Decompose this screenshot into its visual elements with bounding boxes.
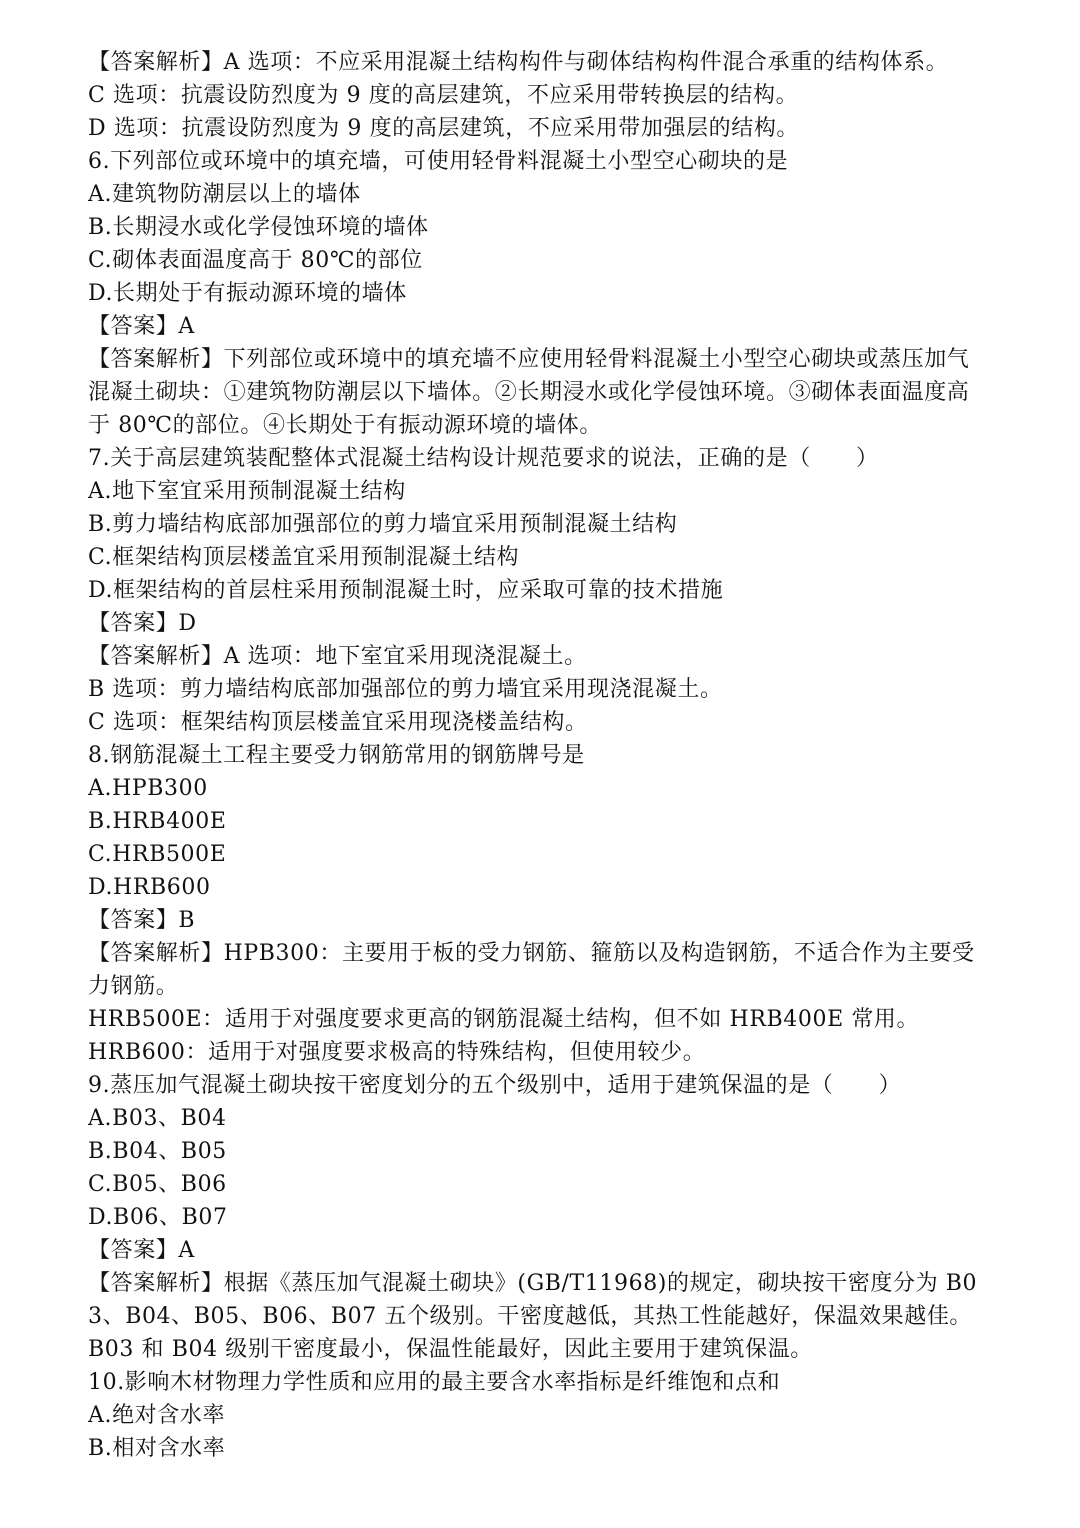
question-10-option-b: B.相对含水率 bbox=[88, 1436, 226, 1461]
question-6-analysis: 【答案解析】下列部位或环境中的填充墙不应使用轻骨料混凝土小型空心砌块或蒸压加气混凝土砌块：①建筑物防潮层以下墙体。②长期浸水或化学侵蚀环境。③砌体表面温度高于 80℃的部位。④长期处于有振动源环境的墙体。 bbox=[88, 347, 970, 438]
question-8-option-a: A.HPB300 bbox=[88, 776, 208, 801]
question-9: 9.蒸压加气混凝土砌块按干密度划分的五个级别中，适用于建筑保温的是（ ） bbox=[88, 1073, 902, 1098]
question-8-analysis: 【答案解析】HPB300：主要用于板的受力钢筋、箍筋以及构造钢筋，不适合作为主要受力钢筋。 bbox=[88, 941, 975, 999]
question-8-answer: 【答案】B bbox=[88, 908, 196, 933]
question-6-option-d: D.长期处于有振动源环境的墙体 bbox=[88, 281, 407, 306]
answer-analysis-5: 【答案解析】A 选项：不应采用混凝土结构构件与砌体结构构件混合承重的结构体系。 bbox=[88, 50, 949, 75]
question-8-analysis-hrb600: HRB600：适用于对强度要求极高的特殊结构，但使用较少。 bbox=[88, 1040, 706, 1065]
question-8-option-b: B.HRB400E bbox=[88, 809, 227, 834]
question-6-option-b: B.长期浸水或化学侵蚀环境的墙体 bbox=[88, 215, 429, 240]
document-page bbox=[88, 46, 980, 1465]
answer-analysis-5-c: C 选项：抗震设防烈度为 9 度的高层建筑，不应采用带转换层的结构。 bbox=[88, 83, 799, 108]
question-8: 8.钢筋混凝土工程主要受力钢筋常用的钢筋牌号是 bbox=[88, 743, 585, 768]
question-7-option-a: A.地下室宜采用预制混凝土结构 bbox=[88, 479, 406, 504]
question-6-answer: 【答案】A bbox=[88, 314, 195, 339]
question-10-option-a: A.绝对含水率 bbox=[88, 1403, 226, 1428]
question-7-analysis-b: B 选项：剪力墙结构底部加强部位的剪力墙宜采用现浇混凝土。 bbox=[88, 677, 723, 702]
question-6-option-c: C.砌体表面温度高于 80℃的部位 bbox=[88, 248, 423, 273]
question-10: 10.影响木材物理力学性质和应用的最主要含水率指标是纤维饱和点和 bbox=[88, 1370, 781, 1395]
question-9-option-b: B.B04、B05 bbox=[88, 1139, 227, 1164]
question-9-option-c: C.B05、B06 bbox=[88, 1172, 227, 1197]
question-7-analysis-c: C 选项：框架结构顶层楼盖宜采用现浇楼盖结构。 bbox=[88, 710, 588, 735]
question-6-option-a: A.建筑物防潮层以上的墙体 bbox=[88, 182, 361, 207]
question-7-option-b: B.剪力墙结构底部加强部位的剪力墙宜采用预制混凝土结构 bbox=[88, 512, 678, 537]
question-9-option-d: D.B06、B07 bbox=[88, 1205, 228, 1230]
question-8-option-c: C.HRB500E bbox=[88, 842, 227, 867]
question-9-option-a: A.B03、B04 bbox=[88, 1106, 227, 1131]
question-8-option-d: D.HRB600 bbox=[88, 875, 211, 900]
question-7-option-d: D.框架结构的首层柱采用预制混凝土时，应采取可靠的技术措施 bbox=[88, 578, 724, 603]
question-9-analysis: 【答案解析】根据《蒸压加气混凝土砌块》(GB/T11968)的规定，砌块按干密度分为 B03、B04、B05、B06、B07 五个级别。干密度越低，其热工性能越好，保温效果越佳。B03 和 B04 级别干密度最小，保温性能最好，因此主要用于建筑保温。 bbox=[88, 1271, 978, 1362]
question-6: 6.下列部位或环境中的填充墙，可使用轻骨料混凝土小型空心砌块的是 bbox=[88, 149, 789, 174]
question-9-answer: 【答案】A bbox=[88, 1238, 195, 1263]
question-8-analysis-hrb500e: HRB500E：适用于对强度要求更高的钢筋混凝土结构，但不如 HRB400E 常用。 bbox=[88, 1007, 920, 1032]
answer-analysis-5-d: D 选项：抗震设防烈度为 9 度的高层建筑，不应采用带加强层的结构。 bbox=[88, 116, 800, 141]
question-7: 7.关于高层建筑装配整体式混凝土结构设计规范要求的说法，正确的是（ ） bbox=[88, 446, 879, 471]
question-7-answer: 【答案】D bbox=[88, 611, 197, 636]
question-7-analysis-a: 【答案解析】A 选项：地下室宜采用现浇混凝土。 bbox=[88, 644, 587, 669]
question-7-option-c: C.框架结构顶层楼盖宜采用预制混凝土结构 bbox=[88, 545, 520, 570]
